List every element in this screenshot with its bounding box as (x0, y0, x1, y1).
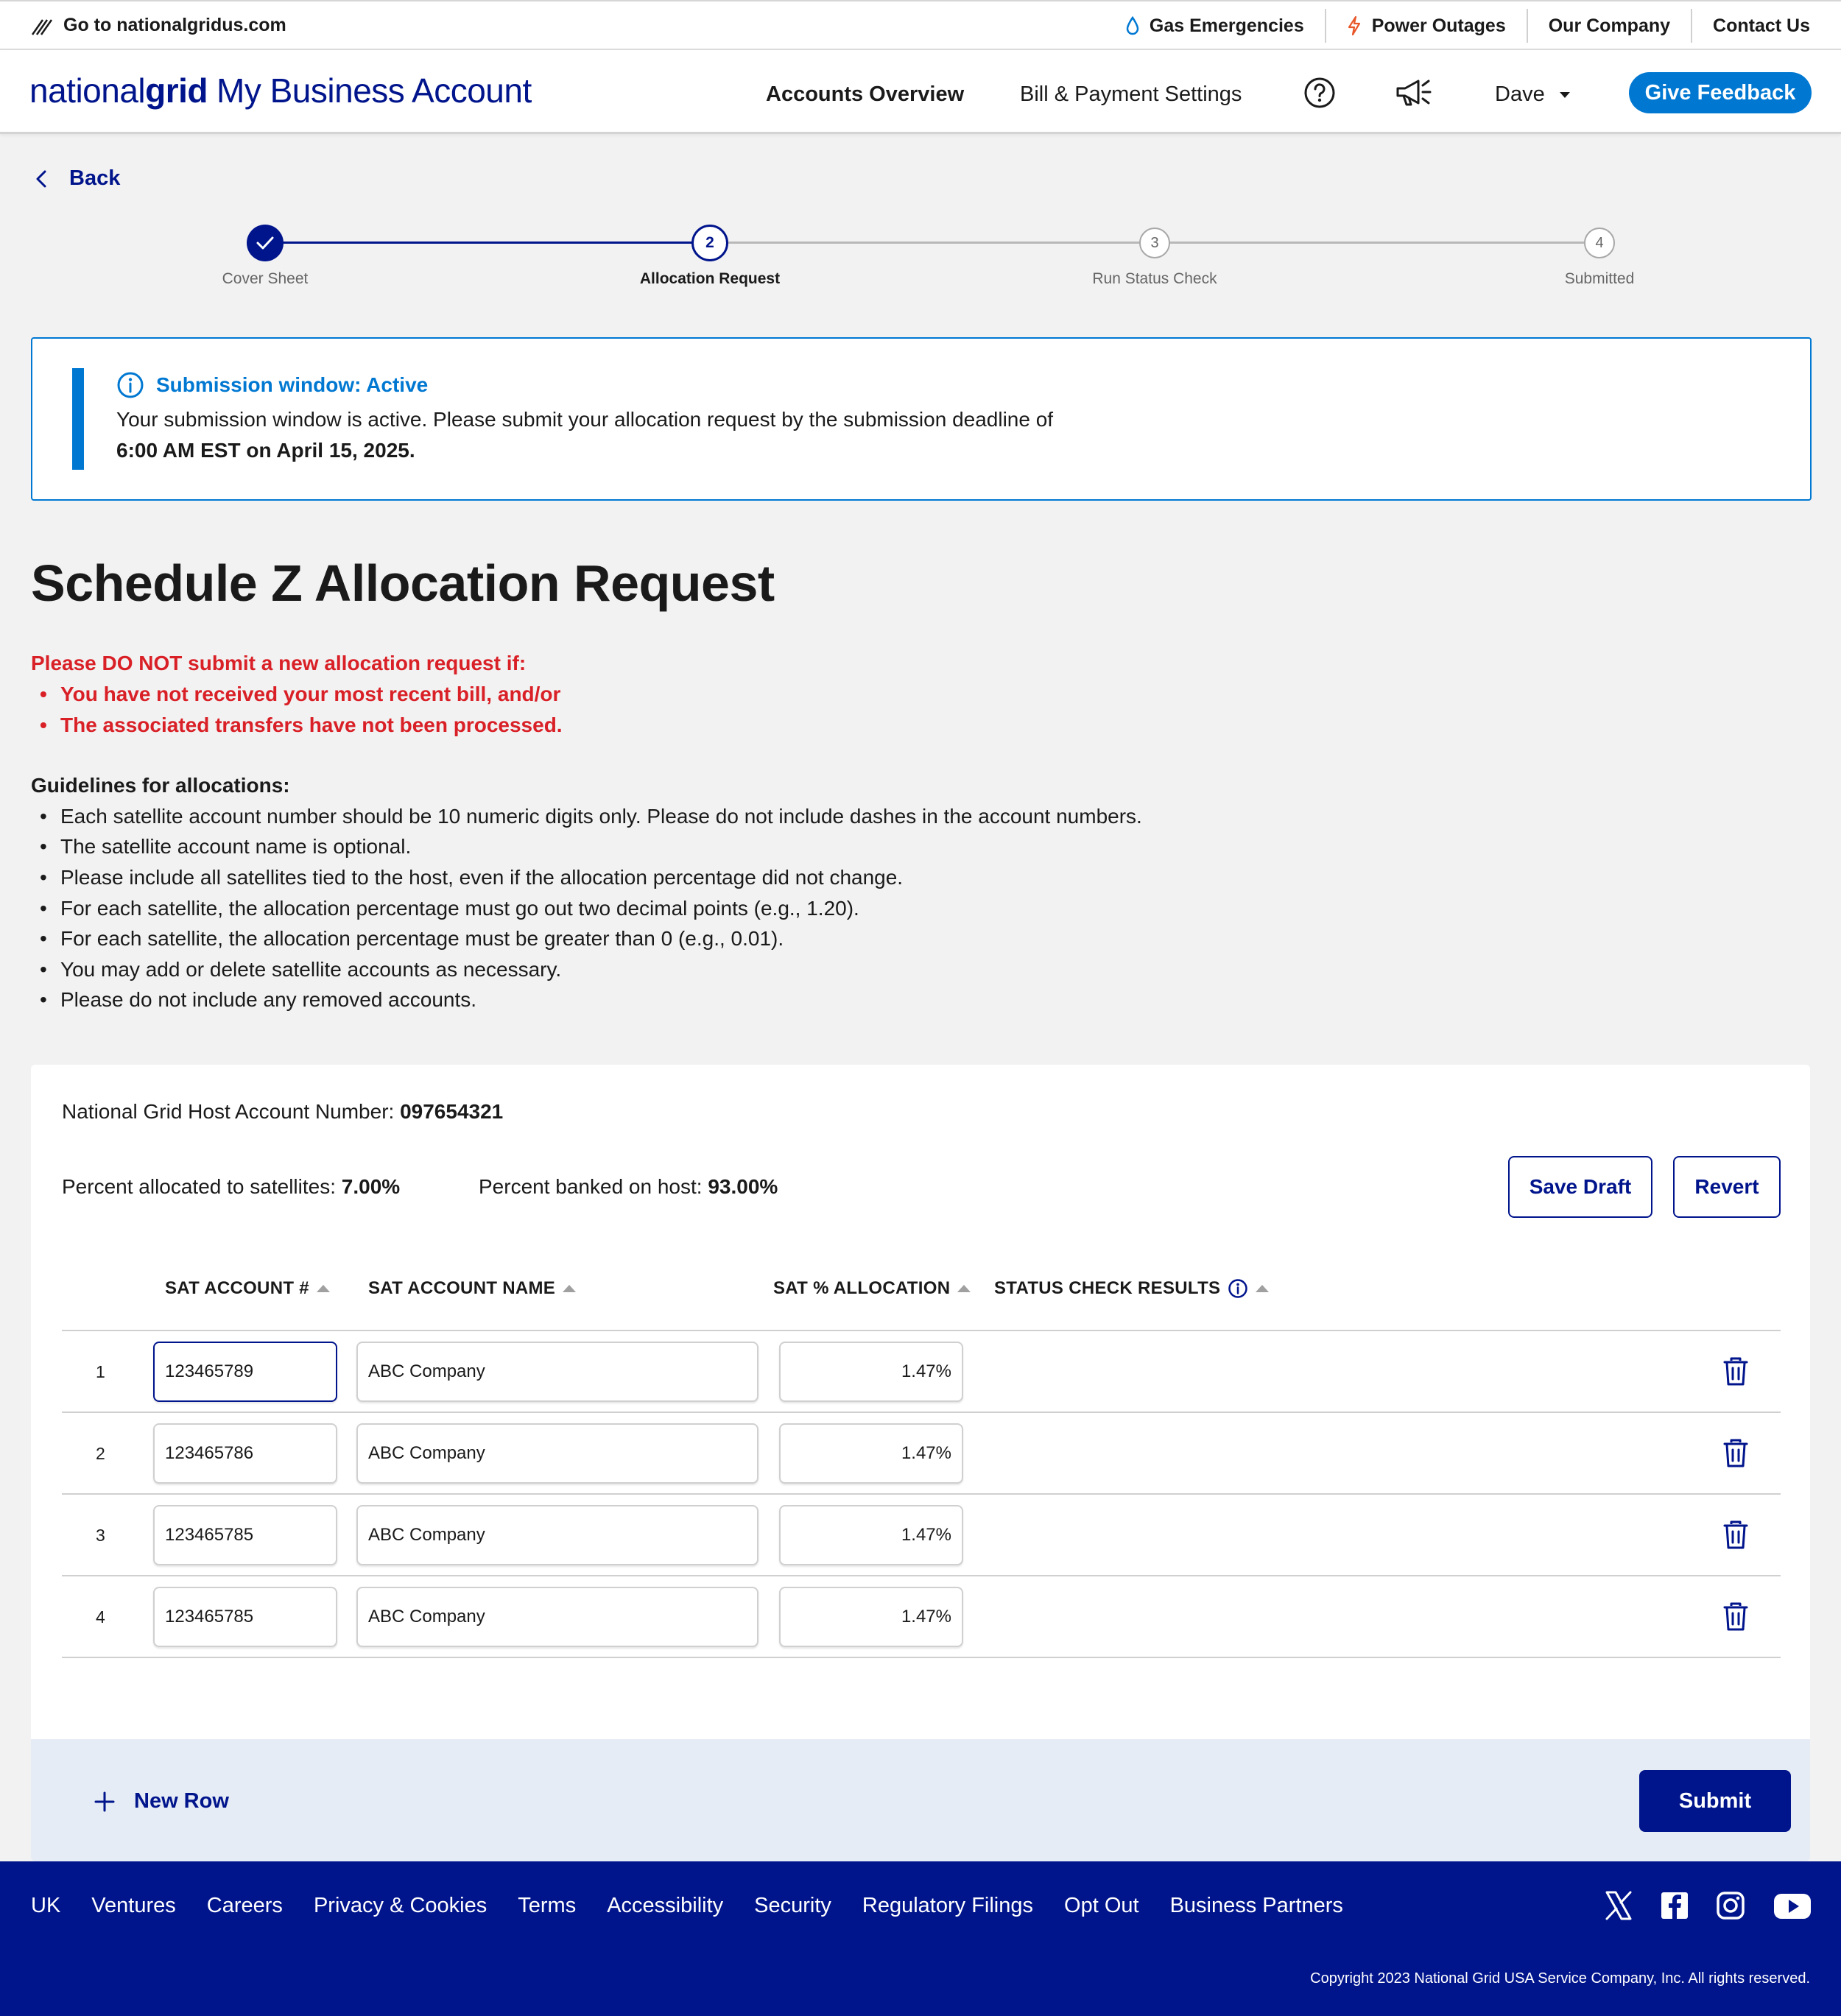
footer-link-regulatory-filings[interactable]: Regulatory Filings (862, 1894, 1034, 1917)
trash-icon[interactable] (1722, 1438, 1749, 1469)
submit-button[interactable]: Submit (1639, 1770, 1791, 1832)
stripes-icon (31, 15, 53, 36)
alert-deadline: 6:00 AM EST on April 15, 2025. (116, 439, 415, 462)
footer-link-terms[interactable]: Terms (518, 1894, 577, 1917)
sat-account-name-input[interactable] (356, 1587, 758, 1647)
warning-title: Please DO NOT submit a new allocation request if: (31, 652, 527, 674)
column-header-sat-account[interactable]: SAT ACCOUNT # (165, 1278, 330, 1299)
progress-stepper (0, 221, 1841, 295)
column-header-sat-account-name[interactable]: SAT ACCOUNT NAME (368, 1278, 576, 1299)
allocation-card (31, 1065, 1810, 1861)
back-link[interactable]: Back (35, 166, 120, 191)
goto-nationalgridus-link[interactable] (31, 15, 286, 36)
row-number: 4 (96, 1607, 105, 1626)
guideline-item: • You may add or delete satellite accounts as necessary. (40, 957, 562, 981)
site-footer (0, 1861, 1841, 2016)
guideline-item: • For each satellite, the allocation percentage must be greater than 0 (e.g., 0.01). (40, 927, 784, 951)
utility-bar (0, 0, 1841, 50)
sat-account-input[interactable] (153, 1342, 337, 1402)
brand-logo[interactable]: nationalgrid My Business Account (29, 71, 532, 110)
sort-up-icon (957, 1285, 971, 1292)
chevron-left-icon (35, 169, 47, 188)
sat-account-input[interactable] (153, 1423, 337, 1484)
trash-icon[interactable] (1722, 1520, 1749, 1551)
page-title: Schedule Z Allocation Request (31, 554, 775, 612)
utility-links (1105, 9, 1810, 43)
new-row-button[interactable]: New Row (94, 1789, 229, 1814)
alert-title: Submission window: Active (116, 371, 428, 399)
nav-accounts-overview[interactable]: Accounts Overview (766, 82, 965, 106)
trash-icon[interactable] (1722, 1356, 1749, 1387)
gas-emergencies-link[interactable]: Gas Emergencies (1105, 9, 1325, 43)
contact-us-link[interactable]: Contact Us (1691, 9, 1810, 43)
sat-allocation-input[interactable] (779, 1342, 963, 1402)
step-submitted: 4 Submitted (1489, 221, 1710, 288)
footer-links (31, 1894, 1374, 1918)
plus-icon (94, 1791, 115, 1812)
step-run-status-check: 3 Run Status Check (1044, 221, 1265, 288)
instagram-icon[interactable] (1713, 1888, 1748, 1923)
table-row (62, 1413, 1781, 1495)
sat-allocation-input[interactable] (779, 1505, 963, 1565)
table-row (62, 1331, 1781, 1413)
row-number: 3 (96, 1526, 105, 1545)
guidelines-title: Guidelines for allocations: (31, 774, 290, 797)
sat-allocation-input[interactable] (779, 1423, 963, 1484)
footer-link-privacy[interactable]: Privacy & Cookies (313, 1894, 487, 1917)
submission-window-alert (31, 337, 1812, 501)
row-number: 2 (96, 1444, 105, 1463)
column-header-sat-allocation[interactable]: SAT % ALLOCATION (773, 1278, 971, 1299)
facebook-icon[interactable] (1657, 1888, 1692, 1923)
footer-link-careers[interactable]: Careers (206, 1894, 283, 1917)
warning-block (31, 648, 563, 741)
guidelines-block (31, 770, 1142, 1015)
sat-account-input[interactable] (153, 1505, 337, 1565)
table-row (62, 1495, 1781, 1576)
x-twitter-icon[interactable] (1601, 1888, 1636, 1923)
lightning-icon (1347, 15, 1362, 36)
percent-banked-host: Percent banked on host: 93.00% (479, 1175, 778, 1198)
step-cover-sheet: Cover Sheet (155, 221, 376, 288)
footer-link-business-partners[interactable]: Business Partners (1169, 1894, 1343, 1917)
table-row (62, 1576, 1781, 1658)
help-icon[interactable] (1303, 77, 1336, 109)
revert-button[interactable]: Revert (1673, 1156, 1781, 1218)
warning-item: • You have not received your most recent bill, and/or (40, 683, 561, 705)
goto-label: Go to nationalgridus.com (63, 15, 286, 35)
sat-account-input[interactable] (153, 1587, 337, 1647)
column-header-status-check-results[interactable]: STATUS CHECK RESULTS (994, 1278, 1269, 1299)
give-feedback-button[interactable]: Give Feedback (1629, 72, 1812, 113)
megaphone-icon[interactable] (1393, 75, 1435, 110)
guideline-item: • The satellite account name is optional. (40, 835, 412, 859)
host-account-number: National Grid Host Account Number: 097654321 (62, 1100, 504, 1123)
user-name: Dave (1495, 82, 1545, 106)
card-action-bar (31, 1739, 1810, 1861)
guideline-item: • For each satellite, the allocation percentage must go out two decimal points (e.g., 1.20). (40, 896, 859, 920)
footer-link-opt-out[interactable]: Opt Out (1064, 1894, 1139, 1917)
warning-item: • The associated transfers have not been processed. (40, 713, 563, 736)
water-drop-icon (1126, 16, 1139, 35)
info-icon (116, 371, 144, 399)
alert-body: Your submission window is active. Please submit your allocation request by the submission deadline of (116, 408, 1054, 431)
guideline-item: • Please include all satellites tied to the host, even if the allocation percentage did not change. (40, 865, 904, 889)
row-number: 1 (96, 1362, 105, 1381)
footer-link-accessibility[interactable]: Accessibility (607, 1894, 724, 1917)
alert-accent-bar (72, 368, 84, 470)
save-draft-button[interactable]: Save Draft (1508, 1156, 1652, 1218)
sort-up-icon (317, 1285, 330, 1292)
chevron-down-icon (1560, 92, 1570, 98)
sort-up-icon (563, 1285, 576, 1292)
sat-allocation-input[interactable] (779, 1587, 963, 1647)
sat-account-name-input[interactable] (356, 1505, 758, 1565)
guideline-item: • Please do not include any removed accounts. (40, 988, 477, 1012)
sat-account-name-input[interactable] (356, 1342, 758, 1402)
info-icon[interactable] (1228, 1278, 1248, 1299)
user-menu[interactable] (1495, 82, 1570, 107)
guideline-item: • Each satellite account number should be 10 numeric digits only. Please do not include dashes in the account numbers. (40, 804, 1142, 828)
youtube-icon[interactable] (1772, 1888, 1813, 1923)
step-allocation-request: 2 Allocation Request (599, 221, 820, 288)
sat-account-name-input[interactable] (356, 1423, 758, 1484)
percent-allocated-satellites: Percent allocated to satellites: 7.00% (62, 1175, 401, 1198)
footer-link-ventures[interactable]: Ventures (91, 1894, 176, 1917)
main-header (0, 50, 1841, 134)
footer-link-security[interactable]: Security (754, 1894, 831, 1917)
footer-link-uk[interactable]: UK (31, 1894, 61, 1917)
power-outages-link[interactable]: Power Outages (1325, 9, 1527, 43)
sort-up-icon (1256, 1285, 1269, 1292)
trash-icon[interactable] (1722, 1601, 1749, 1632)
copyright-text: Copyright 2023 National Grid USA Service Company, Inc. All rights reserved. (1310, 1970, 1810, 1987)
our-company-link[interactable]: Our Company (1527, 9, 1691, 43)
check-icon (247, 225, 284, 261)
nav-bill-payment-settings[interactable]: Bill & Payment Settings (1020, 82, 1242, 106)
